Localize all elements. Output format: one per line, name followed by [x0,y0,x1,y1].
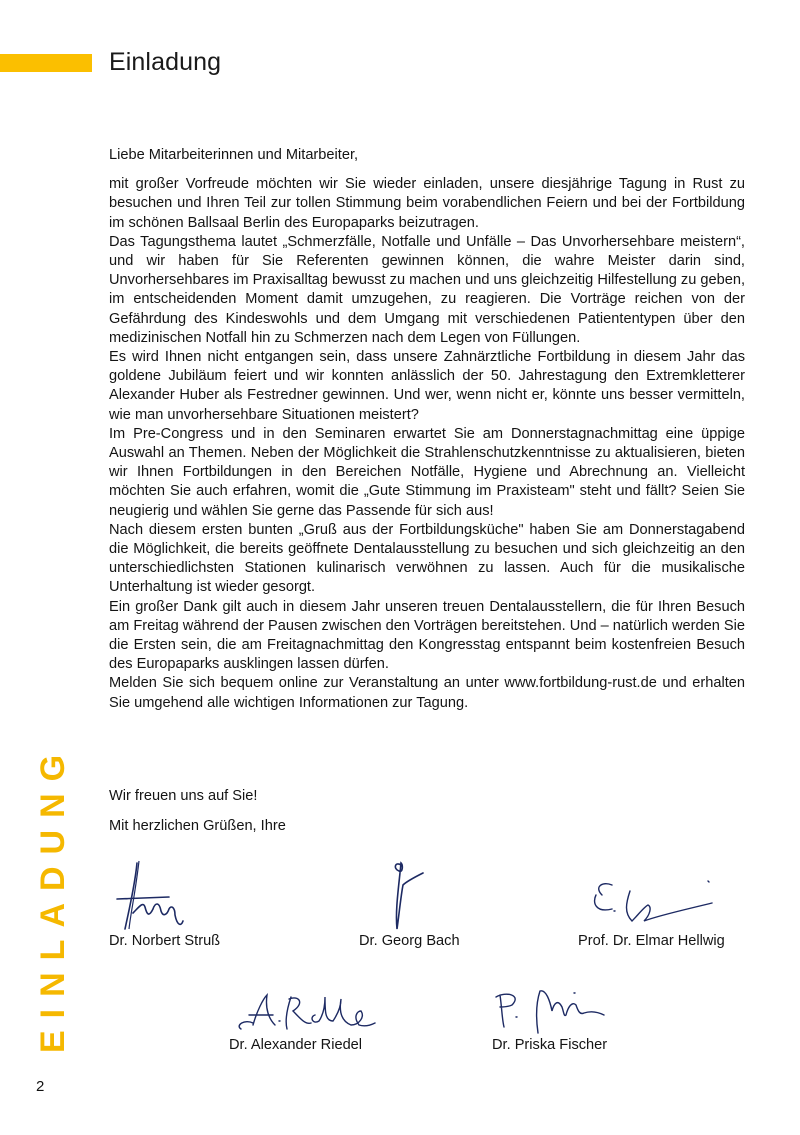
signatory-name: Dr. Alexander Riedel [229,1037,363,1053]
signatory-name: Dr. Norbert Struß [109,933,221,949]
signature-block-bach [359,855,479,949]
signature-block-fischer [492,985,632,1053]
letter-paragraph: Das Tagungsthema lautet „Schmerzfälle, Notfalle und Unfälle – Das Unvorhersehbare meistern“, und wir haben für Sie Referenten gewinnen können, die wahre Meister darin sind, Unvorhersehbares im Praxisalltag bewusst zu machen und uns gleichzeitig Hilfestellung zu geben, im entscheidenden Moment damit umzugehen, zu reagieren. Die Vorträge reichen von der Gefährdung des Kindeswohls und dem Umgang mit verschiedenen Patiententypen über den medizinischen Notfall hin zu Schmerzen nach dem Legen von Füllungen. [109,233,745,346]
header-accent-bar [0,54,92,72]
handwritten-signature-icon [229,985,399,1037]
signatory-name: Dr. Priska Fischer [492,1037,608,1053]
letter-paragraph: mit großer Vorfreude möchten wir Sie wieder einladen, unsere diesjährige Tagung in Rust zu besuchen und Ihren Teil zur tollen Stimmung beim vorabendlichen Feiern und bei der Fortbildung im schönen Ballsaal Berlin des Europaparks beizutragen. [109,176,745,231]
letter-paragraph: Im Pre-Congress und in den Seminaren erwartet Sie am Donnerstagnachmittag eine üppige Auswahl an Themen. Neben der Möglichkeit die Strahlenschutzkenntnisse zu aktualisieren, bieten wir Ihnen Fortbildungen in den Bereichen Notfälle, Hygiene und Abrechnung an. Vielleicht möchten Sie auch erfahren, womit die „Gute Stimmung im Praxisteam" steht und fällt? Seien Sie neugierig und wählen Sie gerne das Passende für sich aus! [109,425,745,519]
handwritten-signature-icon [109,855,229,933]
letter-paragraph: Es wird Ihnen nicht entgangen sein, dass unsere Zahnärztliche Fortbildung in diesem Jahr das goldene Jubiläum feiert und wir konnten anlässlich der 50. Jahrestagung den Extremkletterer Alexander Huber als Festredner gewinnen. Und wer, wenn nicht er, könnte uns besser vermitteln, wie man unvorhersehbare Situationen meistert? [109,349,745,423]
signature-block-struss [109,855,229,949]
page-number: 2 [36,1078,45,1095]
handwritten-signature-icon [359,855,479,933]
signatory-name: Dr. Georg Bach [359,933,460,949]
closing-line-2: Mit herzlichen Grüßen, Ihre [109,818,286,834]
signature-block-riedel [229,985,399,1053]
handwritten-signature-icon [492,985,632,1037]
signature-block-hellwig [578,855,748,949]
letter-paragraph-registration: Melden Sie sich bequem online zur Veranstaltung an unter www.fortbildung-rust.de und erhalten Sie umgehend alle wichtigen Informationen zur Tagung. [109,675,745,711]
signatory-name: Prof. Dr. Elmar Hellwig [578,933,725,949]
page-title: Einladung [109,48,222,76]
side-section-label: EINLADUNG [34,742,72,1053]
letter-paragraph: Ein großer Dank gilt auch in diesem Jahr unseren treuen Dentalausstellern, die für Ihren Besuch am Freitag während der Pausen zwischen den Vorträgen bereitstehen. Und – natürlich werden Sie die Ersten sein, die am Freitagnachmittag den Kongresstag entspannt beim kostenfreien Besuch des Europaparks ausklingen lassen dürfen. [109,598,746,673]
closing-line-1: Wir freuen uns auf Sie! [109,788,258,804]
letter-paragraph: Nach diesem ersten bunten „Gruß aus der Fortbildungsküche" haben Sie am Donnerstagabend die Möglichkeit, die bereits geöffnete Dentalausstellung zu besuchen und sich gleichzeitig an den unterschiedlichsten Stationen kulinarisch verwöhnen zu lassen. Auch für die musikalische Unterhaltung ist wieder gesorgt. [109,521,745,596]
letter-salutation: Liebe Mitarbeiterinnen und Mitarbeiter, [109,147,359,163]
letter-body [109,146,745,713]
handwritten-signature-icon [578,855,748,933]
